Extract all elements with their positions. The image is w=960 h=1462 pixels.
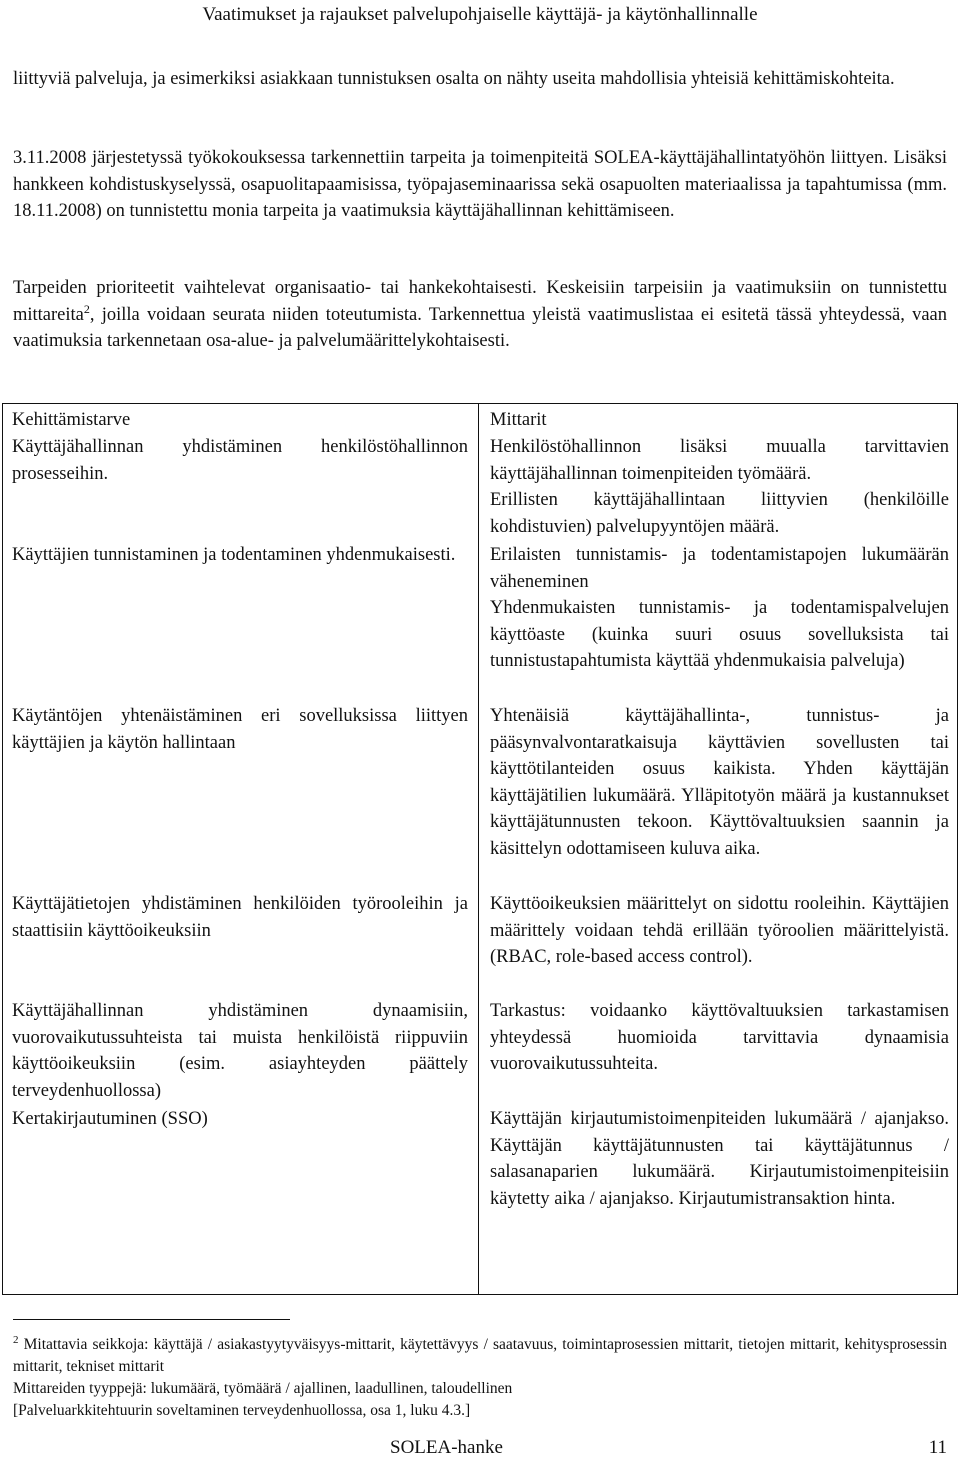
footer-project: SOLEA-hanke [390,1437,503,1458]
metric-item: Erilaisten tunnistamis- ja todentamistapojen lukumäärän väheneminen [490,545,949,592]
footnote-separator [13,1319,290,1320]
need-cell: Käyttäjätietojen yhdistäminen henkilöiden työrooleihin ja staattisiin käyttöoikeuksiin [12,894,468,941]
need-cell: Käyttäjähallinnan yhdistäminen henkilöstöhallinnon prosesseihin. [12,437,468,484]
footnote-line: [Palveluarkkitehtuurin soveltaminen terveydenhuollossa, osa 1, luku 4.3.] [13,1402,471,1419]
requirements-table [2,403,958,1295]
metric-item: Erillisten käyttäjähallintaan liittyvien (henkilöille kohdistuvien) palvelupyyntöjen määrä. [490,490,949,537]
paragraph-text: 3.11.2008 järjestetyssä työkokouksessa tarkennettiin tarpeita ja toimenpiteitä SOLEA-käyttäjähallintatyöhön liittyen. Lisäksi hankkeen kohdistuskyselyssä, osapuolitapaamisissa, työpajaseminaarissa sekä osapuolten materiaalissa ja tapahtumissa (mm. 18.11.2008) on tunnistettu monia tarpeita ja vaatimuksia käyttäjähallinnan kehittämiseen. [13,148,947,221]
column-divider [478,404,479,1294]
footnote-reference: 2 [83,301,90,316]
paragraph-text [13,275,947,355]
paragraph-workshop [13,145,947,225]
footnote-line [13,1334,947,1378]
metric-item: Yhtenäisiä käyttäjähallinta-, tunnistus- ja pääsynvalvontaratkaisuja käyttävien sovellusten tai käyttötilanteiden osuus kaikista. Yhden käyttäjän käyttäjätilien lukumäärä. Ylläpitotyön määrä ja kustannukset käyttäjätunnusten tekoon. Käyttövaltuuksien saannin ja käsittelyn odottamiseen kuluva aika. [490,706,949,859]
footnote-text: Mitattavia seikkoja: käyttäjä / asiakastyytyväisyys-mittarit, käytettävyys / saatavuus, toimintaprosessien mittarit, tietojen mittarit, kehitysprosessin mittarit, tekniset mittarit [13,1336,948,1375]
paragraph-continued [13,66,947,93]
metrics-cell [490,434,949,540]
need-cell: Käyttäjähallinnan yhdistäminen dynaamisiin, vuorovaikutussuhteista tai muista henkilöistä riippuviin käyttöoikeuksiin (esim. asiayhteyden päättely terveydenhuollossa) [12,1001,468,1101]
need-cell: Kertakirjautuminen (SSO) [12,1109,208,1129]
need-cell: Käyttäjien tunnistaminen ja todentaminen yhdenmukaisesti. [12,545,456,565]
metric-item: Käyttäjän kirjautumistoimenpiteiden lukumäärä / ajanjakso. Käyttäjän käyttäjätunnusten tai käyttäjätunnus / salasanaparien lukumäärä. Kirjautumistoimenpiteisiin käytetty aika / ajanjakso. Kirjautumistransaktion hinta. [490,1109,949,1209]
metric-item: Henkilöstöhallinnon lisäksi muualla tarvittavien käyttäjähallinnan toimenpiteiden työmäärä. [490,437,949,484]
footnote-line: Mittareiden tyyppejä: lukumäärä, työmäärä / ajallinen, laadullinen, taloudellinen [13,1380,513,1397]
running-header: Vaatimukset ja rajaukset palvelupohjaiselle käyttäjä- ja käytönhallinnalle [202,4,758,25]
column-header-metrics: Mittarit [490,410,547,430]
metrics-cell [490,542,949,675]
footnote [13,1334,947,1422]
paragraph-text-part: , joilla voidaan seurata niiden toteutumista. Tarkennettua yleistä vaatimuslistaa ei esitetä tässä yhteydessä, vaan vaatimuksia tarkennetaan osa-alue- ja palvelumäärittelykohtaisesti. [13,304,947,351]
need-cell: Käytäntöjen yhtenäistäminen eri sovelluksissa liittyen käyttäjien ja käytön hallintaan [12,706,468,753]
metric-item: Käyttöoikeuksien määrittelyt on sidottu rooleihin. Käyttäjien määrittely voidaan tehdä erillään työroolien määrittelyistä. (RBAC, role-based access control). [490,894,949,967]
metrics-cell [490,891,949,971]
metrics-cell [490,1106,949,1212]
metric-item: Yhdenmukaisten tunnistamis- ja todentamispalvelujen käyttöaste (kuinka suuri osuus sovelluksista tai tunnistustapahtumista käyttää yhdenmukaisia palveluja) [490,598,949,671]
metrics-cell [490,703,949,862]
metrics-cell [490,998,949,1078]
column-header-need: Kehittämistarve [12,410,131,430]
footnote-number: 2 [13,1333,19,1346]
paragraph-text-part: Tarpeiden prioriteetit vaihtelevat organisaatio- tai hankekohtaisesti. Keskeisiin tarpeisiin ja vaatimuksiin on tunnistettu mittareita [13,278,947,325]
page-number: 11 [928,1437,947,1458]
paragraph-text: liittyviä palveluja, ja esimerkiksi asiakkaan tunnistuksen osalta on nähty useita mahdollisia yhteisiä kehittämiskohteita. [13,69,895,89]
paragraph-priorities [13,275,947,355]
metric-item: Tarkastus: voidaanko käyttövaltuuksien tarkastamisen yhteydessä huomioida tarvittavia dynaamisia vuorovaikutussuhteita. [490,1001,949,1074]
